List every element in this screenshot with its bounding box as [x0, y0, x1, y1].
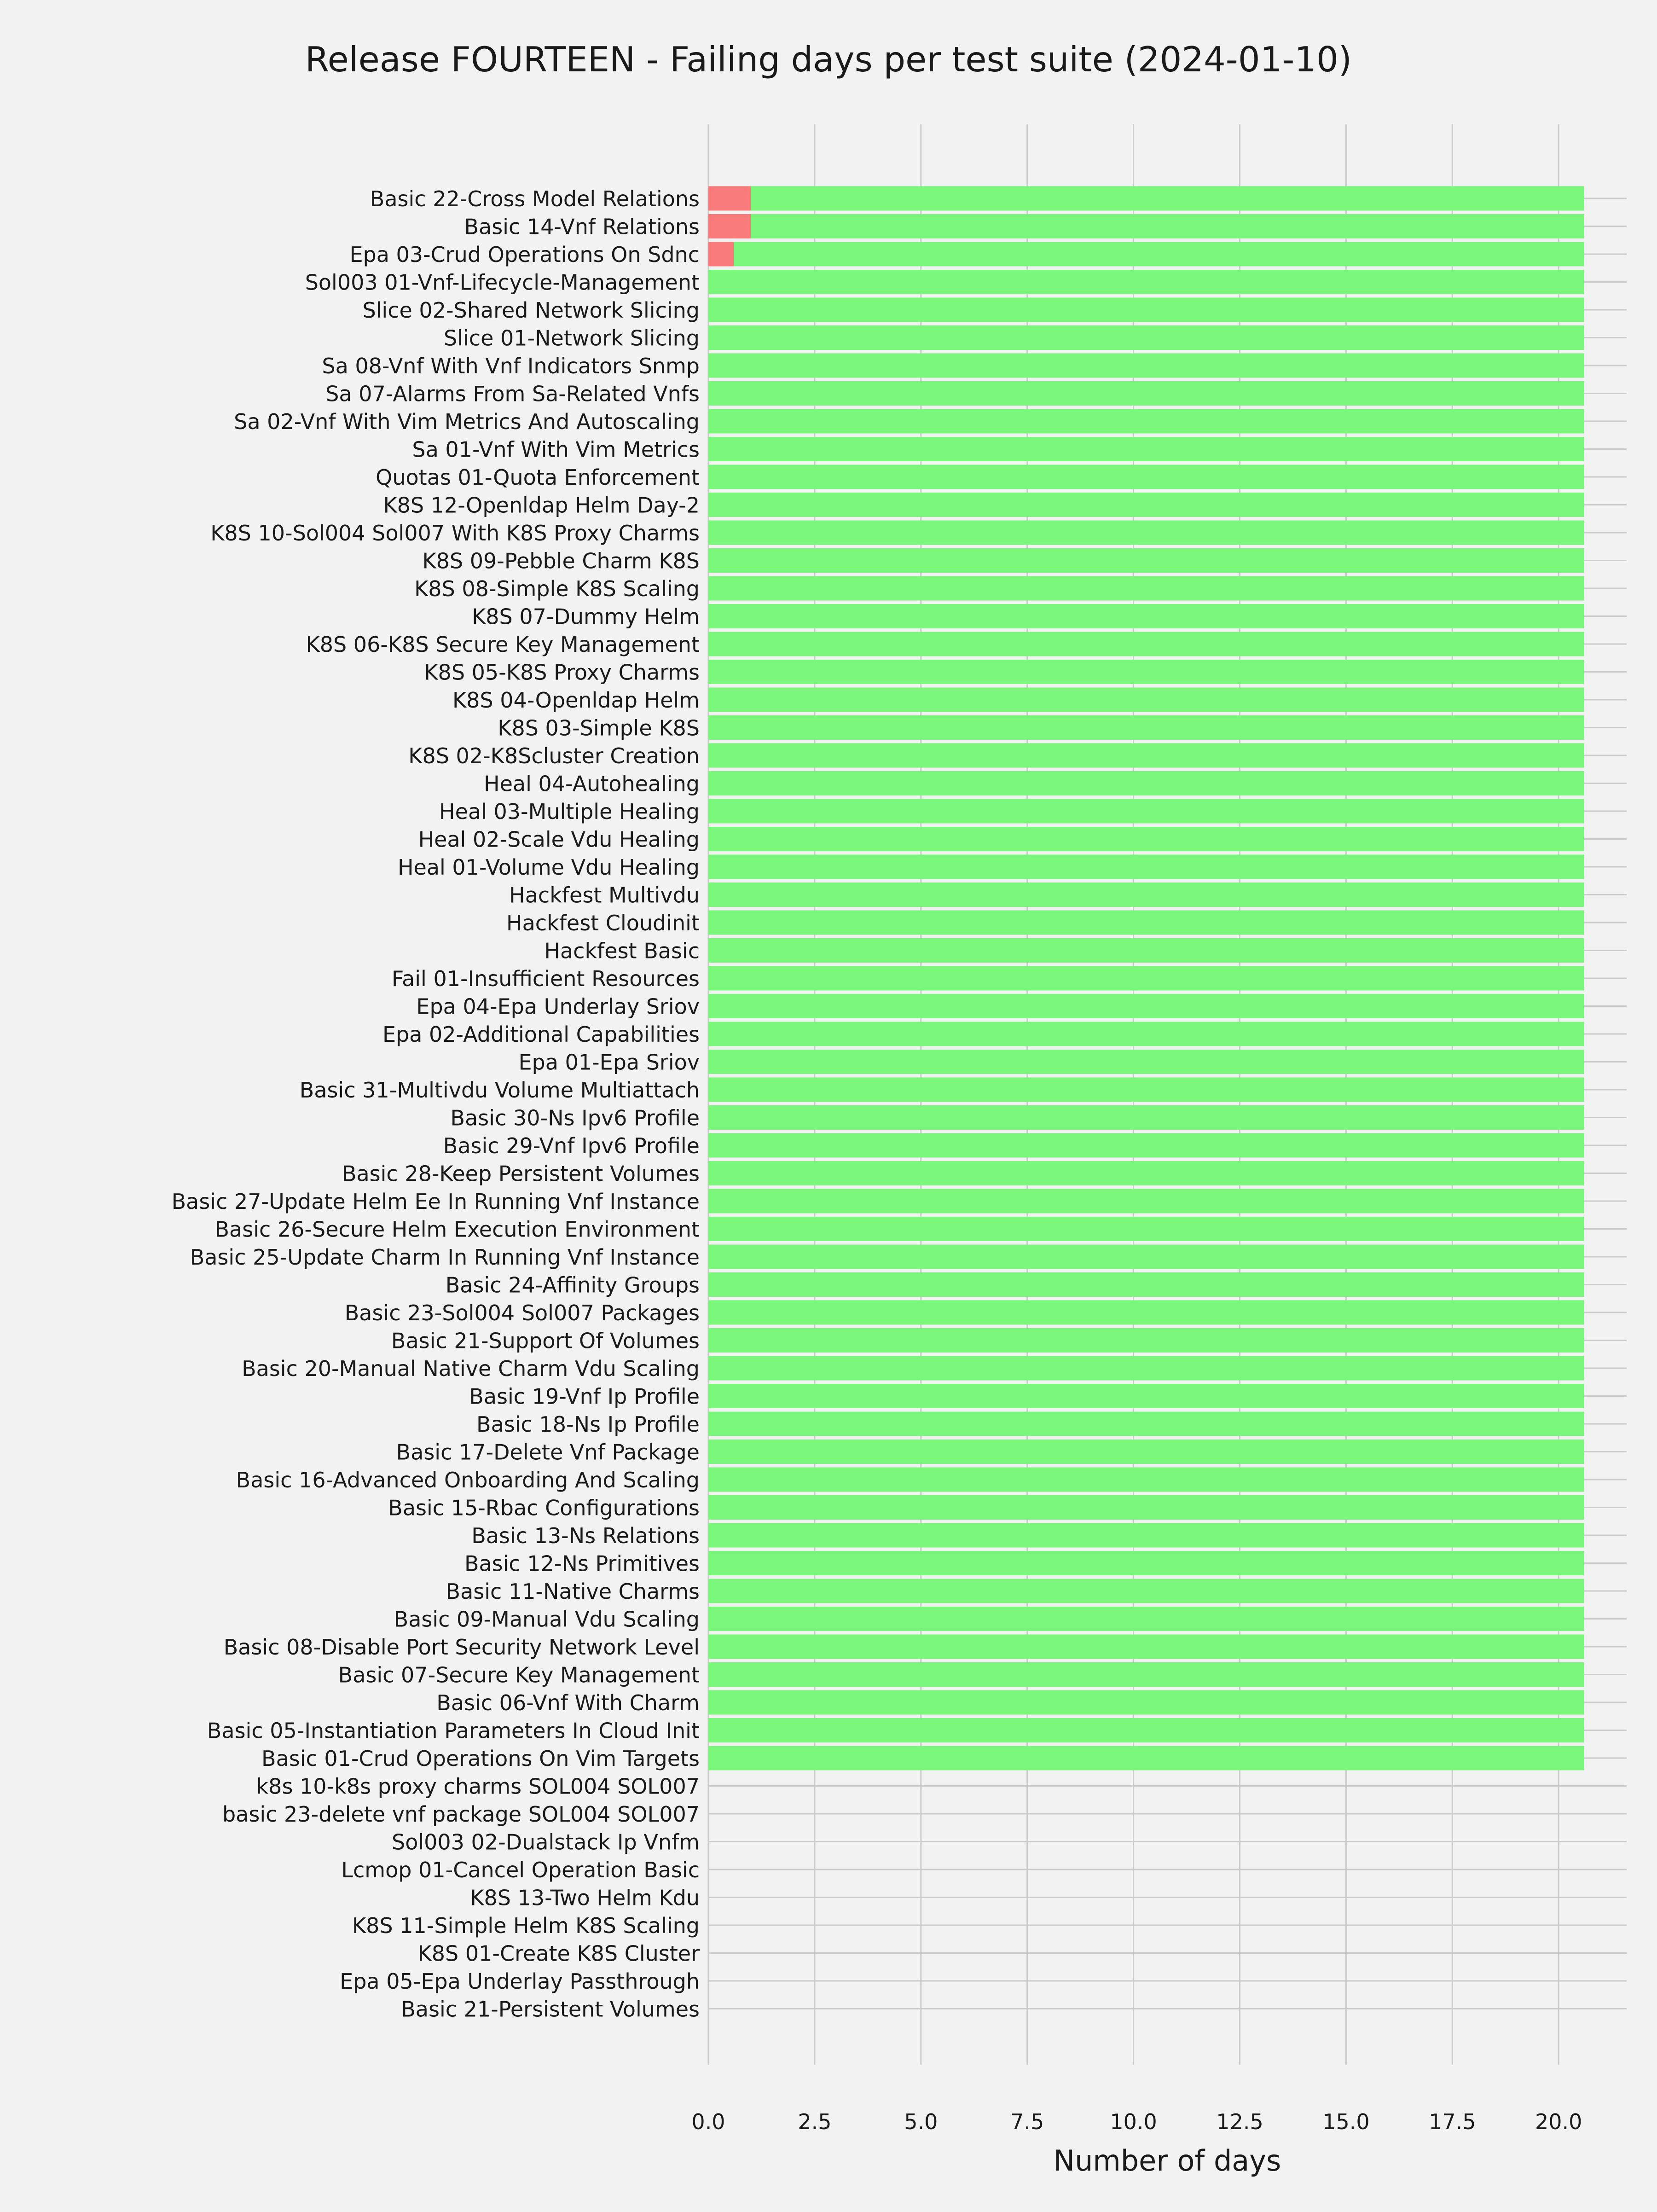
bar-passing — [708, 1272, 1584, 1297]
category-label: K8S 09-Pebble Charm K8S — [422, 548, 700, 574]
bar-passing — [708, 1189, 1584, 1213]
bar-passing — [708, 799, 1584, 824]
bar-passing — [708, 1662, 1584, 1687]
category-label: Hackfest Multivdu — [509, 882, 700, 908]
category-label: Basic 12-Ns Primitives — [464, 1551, 700, 1576]
bar-passing — [708, 827, 1584, 851]
category-label: K8S 03-Simple K8S — [498, 715, 700, 741]
category-label: Basic 26-Secure Helm Execution Environment — [214, 1217, 700, 1242]
category-label: Sa 07-Alarms From Sa-Related Vnfs — [325, 381, 700, 406]
bar-failing — [708, 242, 734, 267]
category-label: Basic 23-Sol004 Sol007 Packages — [344, 1300, 700, 1325]
category-label: Basic 09-Manual Vdu Scaling — [394, 1607, 700, 1632]
bar-passing — [708, 1690, 1584, 1715]
category-label: Slice 01-Network Slicing — [444, 325, 700, 351]
bar-passing — [708, 1245, 1584, 1269]
x-tick-label: 0.0 — [691, 2109, 725, 2134]
bar-passing — [708, 1746, 1584, 1771]
category-label: Sa 08-Vnf With Vnf Indicators Snmp — [322, 354, 700, 378]
category-label: Hackfest Cloudinit — [506, 911, 700, 935]
category-label: Sa 02-Vnf With Vim Metrics And Autoscaling — [234, 409, 700, 434]
category-label: Heal 03-Multiple Healing — [439, 799, 700, 824]
category-label: Basic 20-Manual Native Charm Vdu Scaling — [242, 1356, 700, 1381]
bar-passing — [708, 1217, 1584, 1241]
bar-passing — [708, 493, 1584, 517]
category-label: Basic 27-Update Helm Ee In Running Vnf Instance — [171, 1189, 700, 1214]
category-label: Basic 24-Affinity Groups — [445, 1272, 700, 1298]
category-label: K8S 04-Openldap Helm — [452, 688, 700, 713]
category-label: Heal 01-Volume Vdu Healing — [397, 855, 700, 880]
category-label: Basic 06-Vnf With Charm — [436, 1690, 700, 1715]
bar-passing — [734, 242, 1584, 267]
category-label: Basic 17-Delete Vnf Package — [396, 1440, 700, 1465]
bar-passing — [708, 548, 1584, 573]
category-label: Sa 01-Vnf With Vim Metrics — [412, 437, 700, 462]
bar-passing — [708, 1384, 1584, 1408]
bar-passing — [708, 298, 1584, 322]
category-label: Epa 02-Additional Capabilities — [382, 1022, 700, 1047]
category-label: Basic 08-Disable Port Security Network Level — [223, 1635, 700, 1660]
x-tick-labels — [691, 2109, 1582, 2134]
category-label: K8S 01-Create K8S Cluster — [417, 1941, 700, 1966]
category-label: K8S 07-Dummy Helm — [472, 604, 700, 629]
category-label: Basic 21-Support Of Volumes — [391, 1328, 700, 1353]
category-label: Epa 01-Epa Sriov — [518, 1050, 700, 1075]
bar-passing — [708, 354, 1584, 378]
bar-passing — [708, 632, 1584, 656]
category-label: Sol003 01-Vnf-Lifecycle-Management — [305, 270, 700, 295]
bar-passing — [708, 1607, 1584, 1631]
bar-failing — [708, 186, 751, 211]
category-label: K8S 06-K8S Secure Key Management — [306, 632, 700, 657]
bar-passing — [708, 1300, 1584, 1325]
bar-passing — [708, 1412, 1584, 1436]
bar-passing — [708, 660, 1584, 684]
bar-passing — [708, 938, 1584, 963]
bar-passing — [708, 1523, 1584, 1548]
bar-passing — [751, 186, 1584, 211]
x-tick-label: 12.5 — [1216, 2109, 1263, 2134]
bar-passing — [708, 1495, 1584, 1520]
x-tick-label: 17.5 — [1429, 2109, 1476, 2134]
category-label: Lcmop 01-Cancel Operation Basic — [341, 1858, 700, 1882]
category-label: K8S 13-Two Helm Kdu — [470, 1885, 700, 1910]
bars — [708, 186, 1584, 1771]
category-label: Epa 03-Crud Operations On Sdnc — [349, 242, 700, 267]
category-label: Basic 31-Multivdu Volume Multiattach — [299, 1078, 700, 1103]
bar-passing — [708, 855, 1584, 879]
bar-passing — [708, 882, 1584, 907]
category-label: K8S 11-Simple Helm K8S Scaling — [352, 1913, 700, 1938]
bar-passing — [708, 465, 1584, 489]
bar-passing — [708, 1328, 1584, 1353]
x-tick-label: 5.0 — [904, 2109, 938, 2134]
category-label: Slice 02-Shared Network Slicing — [362, 298, 700, 323]
category-label: Sol003 02-Dualstack Ip Vnfm — [392, 1829, 700, 1855]
category-label: K8S 12-Openldap Helm Day-2 — [383, 493, 700, 518]
bar-passing — [708, 576, 1584, 601]
category-label: k8s 10-k8s proxy charms SOL004 SOL007 — [256, 1774, 700, 1799]
category-label: Basic 30-Ns Ipv6 Profile — [450, 1105, 700, 1131]
x-tick-label: 20.0 — [1535, 2109, 1582, 2134]
category-label: Heal 02-Scale Vdu Healing — [418, 827, 700, 852]
bar-passing — [708, 771, 1584, 795]
category-label: Epa 05-Epa Underlay Passthrough — [340, 1969, 700, 1994]
category-label: basic 23-delete vnf package SOL004 SOL007 — [222, 1802, 700, 1827]
category-label: Basic 29-Vnf Ipv6 Profile — [443, 1133, 700, 1158]
bar-failing — [708, 214, 751, 238]
bar-passing — [708, 1468, 1584, 1492]
category-label: Quotas 01-Quota Enforcement — [376, 465, 700, 490]
bar-passing — [708, 270, 1584, 294]
bar-passing — [708, 1050, 1584, 1074]
category-label: Basic 05-Instantiation Parameters In Cloud Init — [207, 1718, 700, 1743]
category-label: K8S 10-Sol004 Sol007 With K8S Proxy Charms — [210, 521, 700, 546]
category-labels — [172, 186, 700, 2022]
category-label: K8S 08-Simple K8S Scaling — [414, 576, 700, 601]
category-label: Basic 14-Vnf Relations — [464, 214, 700, 239]
bar-passing — [708, 1551, 1584, 1575]
x-tick-label: 15.0 — [1322, 2109, 1370, 2134]
bar-passing — [708, 1133, 1584, 1158]
bar-passing — [708, 604, 1584, 628]
bar-passing — [708, 381, 1584, 406]
category-label: Basic 11-Native Charms — [446, 1579, 700, 1604]
category-label: Basic 01-Crud Operations On Vim Targets — [261, 1746, 700, 1771]
bar-passing — [708, 521, 1584, 545]
bar-passing — [708, 437, 1584, 461]
chart-title: Release FOURTEEN - Failing days per test suite (2024-01-10) — [305, 39, 1352, 80]
bar-passing — [708, 1105, 1584, 1130]
category-label: Basic 07-Secure Key Management — [338, 1662, 700, 1688]
bar-passing — [708, 715, 1584, 740]
category-label: Basic 18-Ns Ip Profile — [476, 1412, 700, 1437]
bar-passing — [708, 911, 1584, 935]
bar-passing — [708, 1440, 1584, 1464]
bar-passing — [708, 325, 1584, 350]
category-label: Heal 04-Autohealing — [484, 771, 700, 796]
x-axis-label: Number of days — [1053, 2144, 1281, 2177]
bar-passing — [708, 966, 1584, 991]
category-label: Basic 25-Update Charm In Running Vnf Instance — [190, 1245, 700, 1270]
bar-passing — [708, 1161, 1584, 1185]
bar-passing — [708, 688, 1584, 712]
bar-passing — [708, 1078, 1584, 1102]
bar-passing — [708, 1579, 1584, 1603]
category-label: Basic 28-Keep Persistent Volumes — [342, 1161, 700, 1186]
bar-passing — [708, 1635, 1584, 1659]
category-label: K8S 05-K8S Proxy Charms — [424, 660, 700, 685]
category-label: Epa 04-Epa Underlay Sriov — [416, 994, 700, 1019]
category-label: Hackfest Basic — [544, 938, 700, 964]
x-tick-label: 10.0 — [1110, 2109, 1157, 2134]
category-label: K8S 02-K8Scluster Creation — [408, 743, 700, 768]
bar-passing — [708, 1718, 1584, 1742]
category-label: Fail 01-Insufficient Resources — [391, 966, 700, 991]
x-tick-label: 2.5 — [798, 2109, 832, 2134]
category-label: Basic 19-Vnf Ip Profile — [469, 1384, 700, 1409]
category-label: Basic 15-Rbac Configurations — [388, 1495, 700, 1521]
bar-passing — [708, 1022, 1584, 1046]
x-tick-label: 7.5 — [1010, 2109, 1044, 2134]
bar-passing — [708, 994, 1584, 1018]
bar-passing — [708, 409, 1584, 434]
category-label: Basic 22-Cross Model Relations — [370, 186, 700, 211]
bar-passing — [708, 1356, 1584, 1381]
category-label: Basic 16-Advanced Onboarding And Scaling — [236, 1468, 700, 1492]
category-label: Basic 13-Ns Relations — [471, 1523, 700, 1548]
category-label: Basic 21-Persistent Volumes — [401, 1997, 700, 2022]
bar-passing — [708, 743, 1584, 768]
bar-passing — [751, 214, 1584, 238]
